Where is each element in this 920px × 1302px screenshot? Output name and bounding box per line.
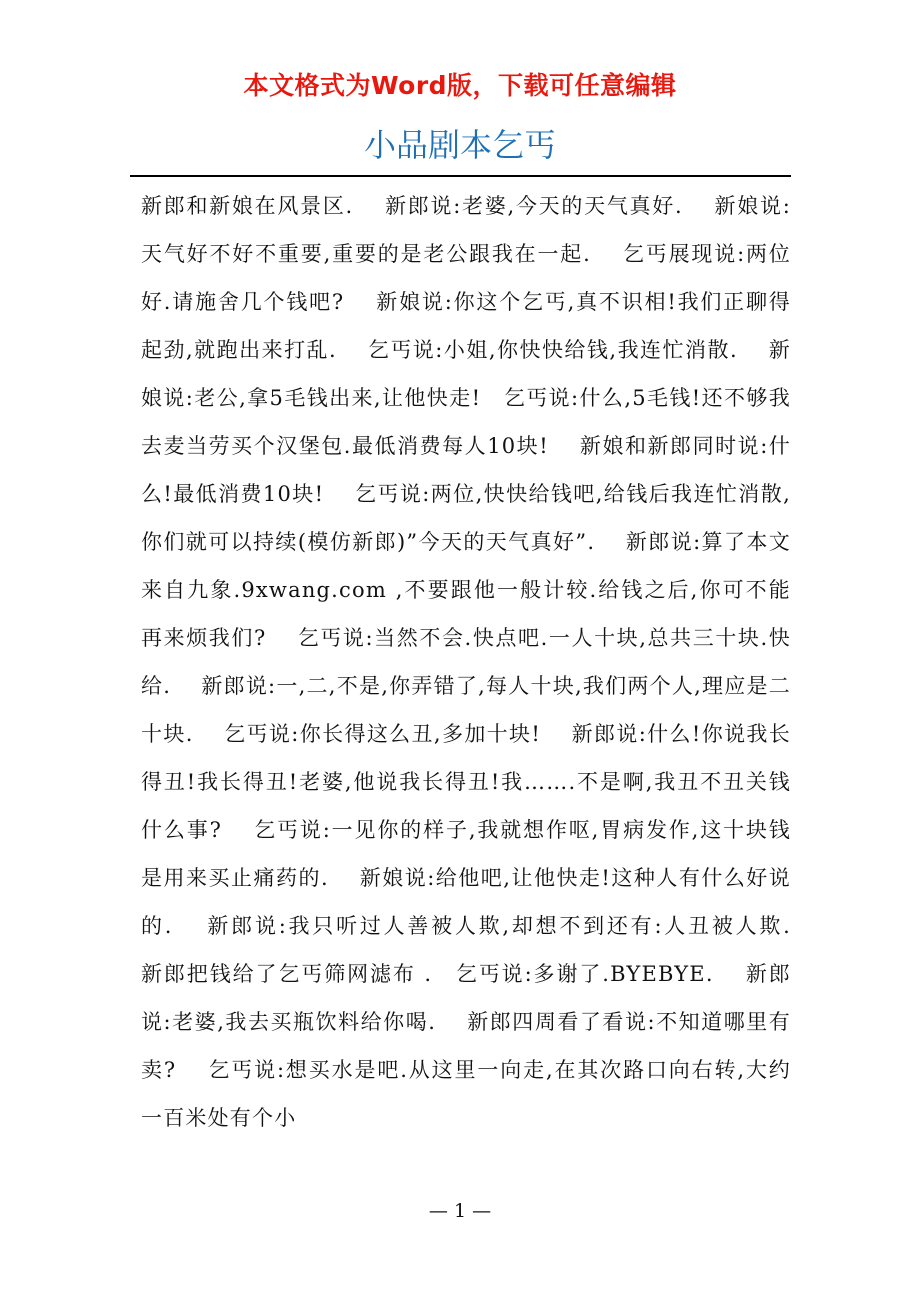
body-text: 新郎和新娘在风景区. 新郎说:老婆,今天的天气真好. 新娘说:天气好不好不重要,重要的是老公跟我在一起. 乞丐展现说:两位好.请施舍几个钱吧? 新娘说:你这个乞丐,真不识相!我们正聊得起劲,就跑出来打乱. 乞丐说:小姐,你快快给钱,我连忙消散. 新娘说:老公,拿5毛钱出来,让他快走! 乞丐说:什么,5毛钱!还不够我去麦当劳买个汉堡包.最低消费每人10块! 新娘和新郎同时说:什么!最低消费10块! 乞丐说:两位,快快给钱吧,给钱后我连忙消散,你们就可以持续(模仿新郎)”今天的天气真好”. 新郎说:算了本文来自九象.9xwang.com ,不要跟他一般计较.给钱之后,你可不能再来烦我们? 乞丐说:当然不会.快点吧.一人十块,总共三十块.快给. 新郎说:一,二,不是,你弄错了,每人十块,我们两个人,理应是二十块. 乞丐说:你长得这么丑,多加十块! 新郎说:什么!你说我长得丑!我长得丑!老婆,他说我长得丑!我…….不是啊,我丑不丑关钱什么事? 乞丐说:一见你的样子,我就想作呕,胃病发作,这十块钱是用来买止痛药的. 新娘说:给他吧,让他快走!这种人有什么好说的. 新郎说:我只听过人善被人欺,却想不到还有:人丑被人欺. 新郎把钱给了乞丐筛网滤布 . 乞丐说:多谢了.BYEBYE. 新郎说:老婆,我去买瓶饮料给你喝. 新郎四周看了看说:不知道哪里有卖? 乞丐说:想买水是吧.从这里一向走,在其次路口向右转,大约一百米处有个小 [141,194,822,1130]
page-title: 小品剧本乞丐 [363,126,556,164]
header-divider [130,175,791,177]
page-number: — 1 — [428,1200,492,1222]
format-notice: 本文格式为Word版，下载可任意编辑 [243,71,677,100]
